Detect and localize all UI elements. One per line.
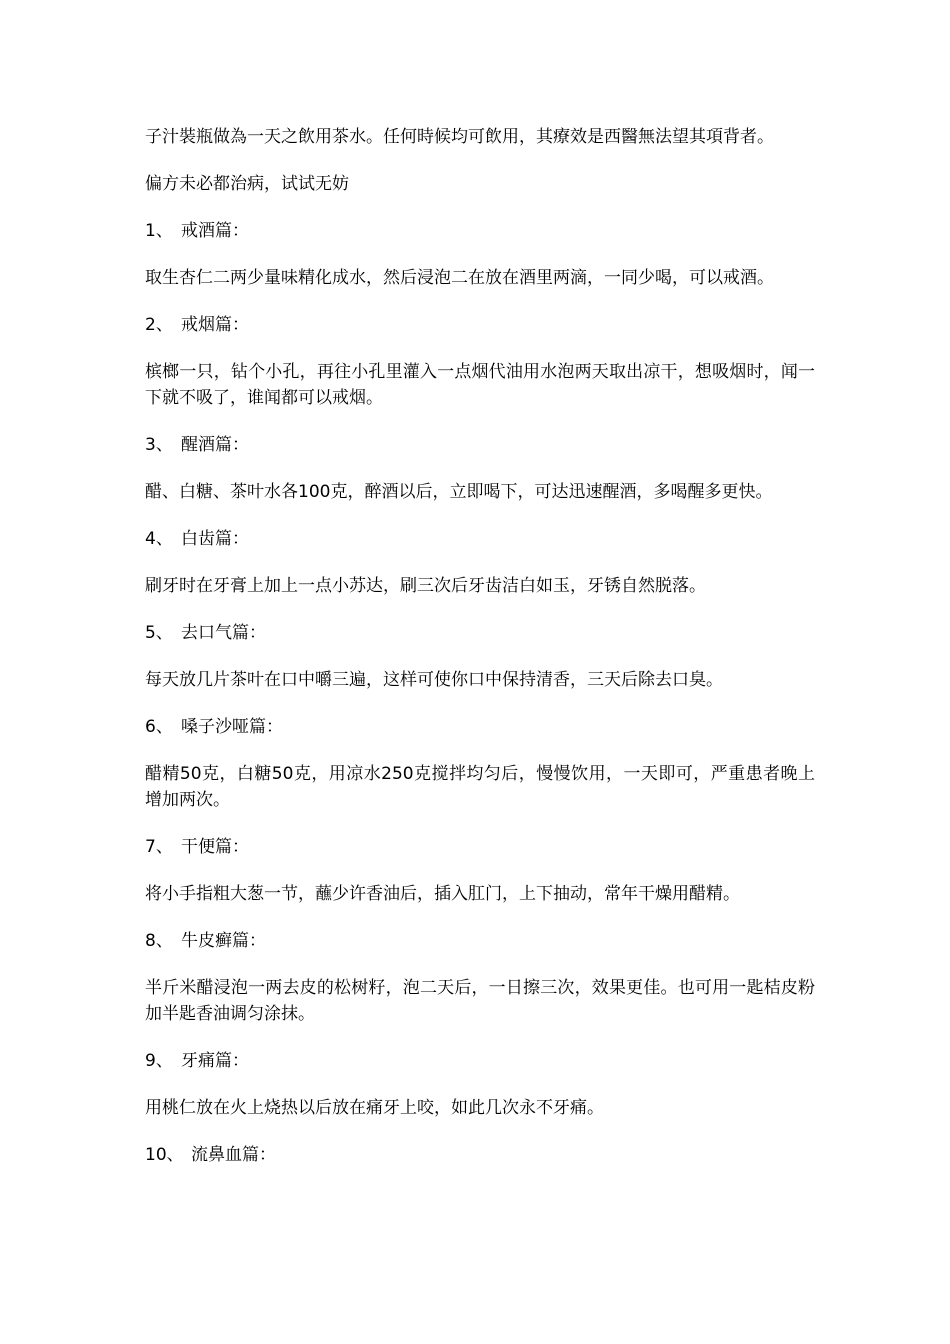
paragraph-quit-smoking: 槟榔一只，钻个小孔，再往小孔里灌入一点烟代油用水泡两天取出凉干，想吸烟时，闻一下就不吸了，谁闻都可以戒烟。 bbox=[145, 362, 815, 408]
section-heading-hoarse-throat bbox=[145, 714, 815, 740]
paragraph-toothache: 用桃仁放在火上烧热以后放在痛牙上咬，如此几次永不牙痛。 bbox=[145, 1098, 604, 1118]
section-heading-nosebleed bbox=[145, 1142, 815, 1168]
section-title: 牙痛篇： bbox=[181, 1051, 249, 1071]
section-number: 6、 bbox=[145, 717, 173, 737]
section-heading-sober-up bbox=[145, 432, 815, 458]
section-title: 戒烟篇： bbox=[181, 315, 249, 335]
section-heading-bad-breath bbox=[145, 620, 815, 646]
section-heading-white-teeth bbox=[145, 526, 815, 552]
section-title: 去口气篇： bbox=[181, 623, 266, 643]
paragraph-remedies-note: 偏方未必都治病，试试无妨 bbox=[145, 174, 349, 194]
section-number: 2、 bbox=[145, 315, 173, 335]
section-number: 7、 bbox=[145, 837, 173, 857]
section-number: 8、 bbox=[145, 931, 173, 951]
paragraph-constipation: 将小手指粗大葱一节，蘸少许香油后，插入肛门，上下抽动，常年干燥用醋精。 bbox=[145, 884, 740, 904]
paragraph-intro-end: 子汁裝瓶做為一天之飲用茶水。任何時候均可飲用，其療效是西醫無法望其項背者。 bbox=[145, 127, 774, 147]
paragraph-hoarse-throat: 醋精50克，白糖50克，用凉水250克搅拌均匀后，慢慢饮用，一天即可，严重患者晚上增加两次。 bbox=[145, 764, 815, 810]
section-heading-toothache bbox=[145, 1048, 815, 1074]
document-page bbox=[145, 124, 815, 1189]
section-number: 10、 bbox=[145, 1145, 184, 1165]
section-heading-quit-smoking bbox=[145, 312, 815, 338]
paragraph-sober-up: 醋、白糖、茶叶水各100克，醉酒以后，立即喝下，可达迅速醒酒，多喝醒多更快。 bbox=[145, 482, 773, 502]
section-heading-quit-drinking bbox=[145, 218, 815, 244]
section-number: 3、 bbox=[145, 435, 173, 455]
section-heading-constipation bbox=[145, 834, 815, 860]
section-title: 白齿篇： bbox=[181, 529, 249, 549]
section-title: 醒酒篇： bbox=[181, 435, 249, 455]
section-title: 戒酒篇： bbox=[181, 221, 249, 241]
section-title: 嗓子沙哑篇： bbox=[181, 717, 283, 737]
section-title: 流鼻血篇： bbox=[191, 1145, 276, 1165]
section-number: 9、 bbox=[145, 1051, 173, 1071]
section-heading-psoriasis bbox=[145, 928, 815, 954]
section-title: 牛皮癣篇： bbox=[181, 931, 266, 951]
section-number: 1、 bbox=[145, 221, 173, 241]
section-number: 5、 bbox=[145, 623, 173, 643]
paragraph-bad-breath: 每天放几片茶叶在口中嚼三遍，这样可使你口中保持清香，三天后除去口臭。 bbox=[145, 670, 723, 690]
section-title: 干便篇： bbox=[181, 837, 249, 857]
paragraph-white-teeth: 刷牙时在牙膏上加上一点小苏达，刷三次后牙齿洁白如玉，牙锈自然脱落。 bbox=[145, 576, 706, 596]
paragraph-quit-drinking: 取生杏仁二两少量味精化成水，然后浸泡二在放在酒里两滴，一同少喝，可以戒酒。 bbox=[145, 268, 774, 288]
section-number: 4、 bbox=[145, 529, 173, 549]
paragraph-psoriasis: 半斤米醋浸泡一两去皮的松树籽，泡二天后，一日擦三次，效果更佳。也可用一匙桔皮粉加半匙香油调匀涂抹。 bbox=[145, 978, 815, 1024]
